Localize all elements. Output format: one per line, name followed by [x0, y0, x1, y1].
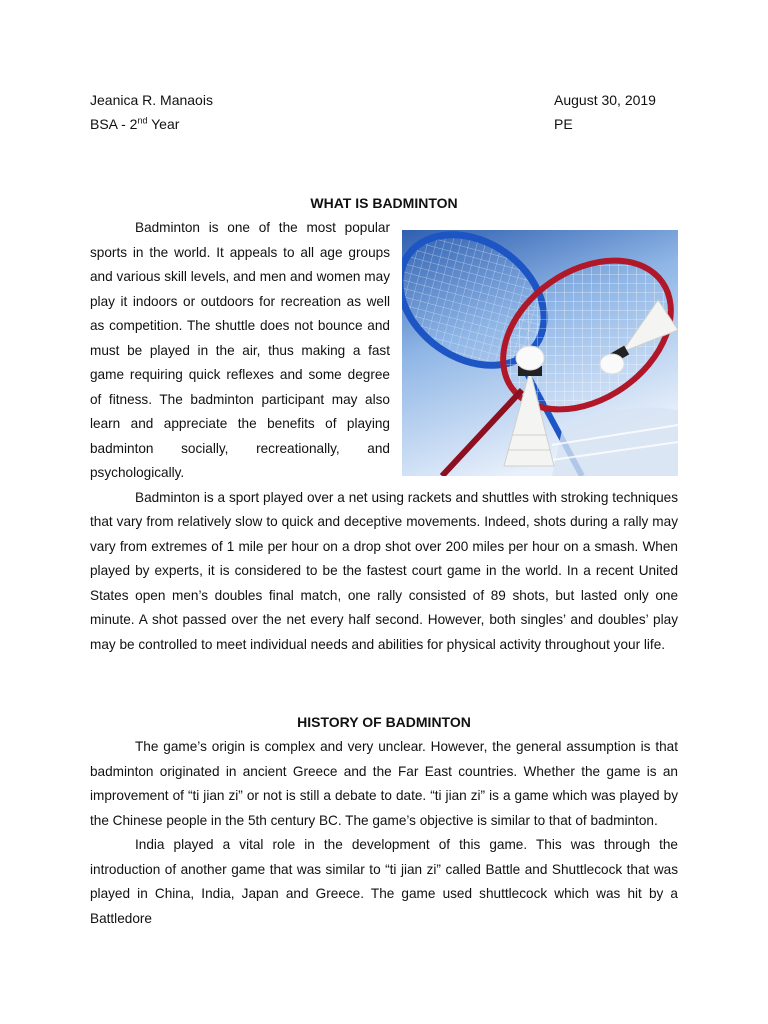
document-subject: PE — [554, 116, 573, 132]
paragraph: Badminton is one of the most popular sports in the world. It appeals to all age groups and various skill levels, and men and women may play it indoors or outdoors for recreation as well as competition. The shuttle does not bounce and must be played in the air, thus making a fast game requiring quick reflexes and some degree of fitness. The badminton participant may also learn and appreciate the benefits of playing badminton socially, recreationally, and psychologically. — [90, 220, 390, 480]
section-title-history-of-badminton: HISTORY OF BADMINTON — [297, 714, 471, 730]
document-date: August 30, 2019 — [554, 92, 656, 108]
course-rest: Year — [147, 116, 180, 132]
section-title-what-is-badminton: WHAT IS BADMINTON — [310, 195, 458, 211]
course-ordinal: nd — [137, 115, 148, 126]
course-prefix: BSA - 2 — [90, 116, 138, 132]
author-block — [90, 88, 213, 136]
paragraph: The game’s origin is complex and very unclear. However, the general assumption is that badminton originated in ancient Greece and the Far East countries. Whether the game is an improvement of “ti jian zi” or not is still a debate to date. “ti jian zi” is a game which was played by the Chinese people in the 5th century BC. The game’s objective is similar to that of badminton. — [90, 739, 678, 828]
badminton-rackets-shuttlecocks-image — [402, 230, 678, 476]
date-block — [554, 88, 656, 136]
paragraph: India played a vital role in the development of this game. This was through the introduction of another game that was similar to “ti jian zi” called Battle and Shuttlecock that was played in China, India, Japan and Greece. The game used shuttlecock which was hit by a Battledore — [90, 837, 678, 926]
badminton-photo — [402, 230, 678, 476]
author-course — [90, 112, 213, 136]
section-history-of-badminton — [90, 735, 678, 931]
paragraph: Badminton is a sport played over a net using rackets and shuttles with stroking techniques that vary from relatively slow to quick and deceptive movements. Indeed, shots during a rally may vary from extremes of 1 mile per hour on a drop shot over 200 miles per hour on a smash. When played by experts, it is considered to be the fastest court game in the world. In a recent United States open men’s doubles final match, one rally consisted of 89 shots, but lasted only one minute. A shot passed over the net every half second. However, both singles’ and doubles’ play may be controlled to meet individual needs and abilities for physical activity throughout your life. — [90, 489, 678, 652]
section-what-is-badminton — [90, 216, 678, 657]
author-name: Jeanica R. Manaois — [90, 92, 213, 108]
